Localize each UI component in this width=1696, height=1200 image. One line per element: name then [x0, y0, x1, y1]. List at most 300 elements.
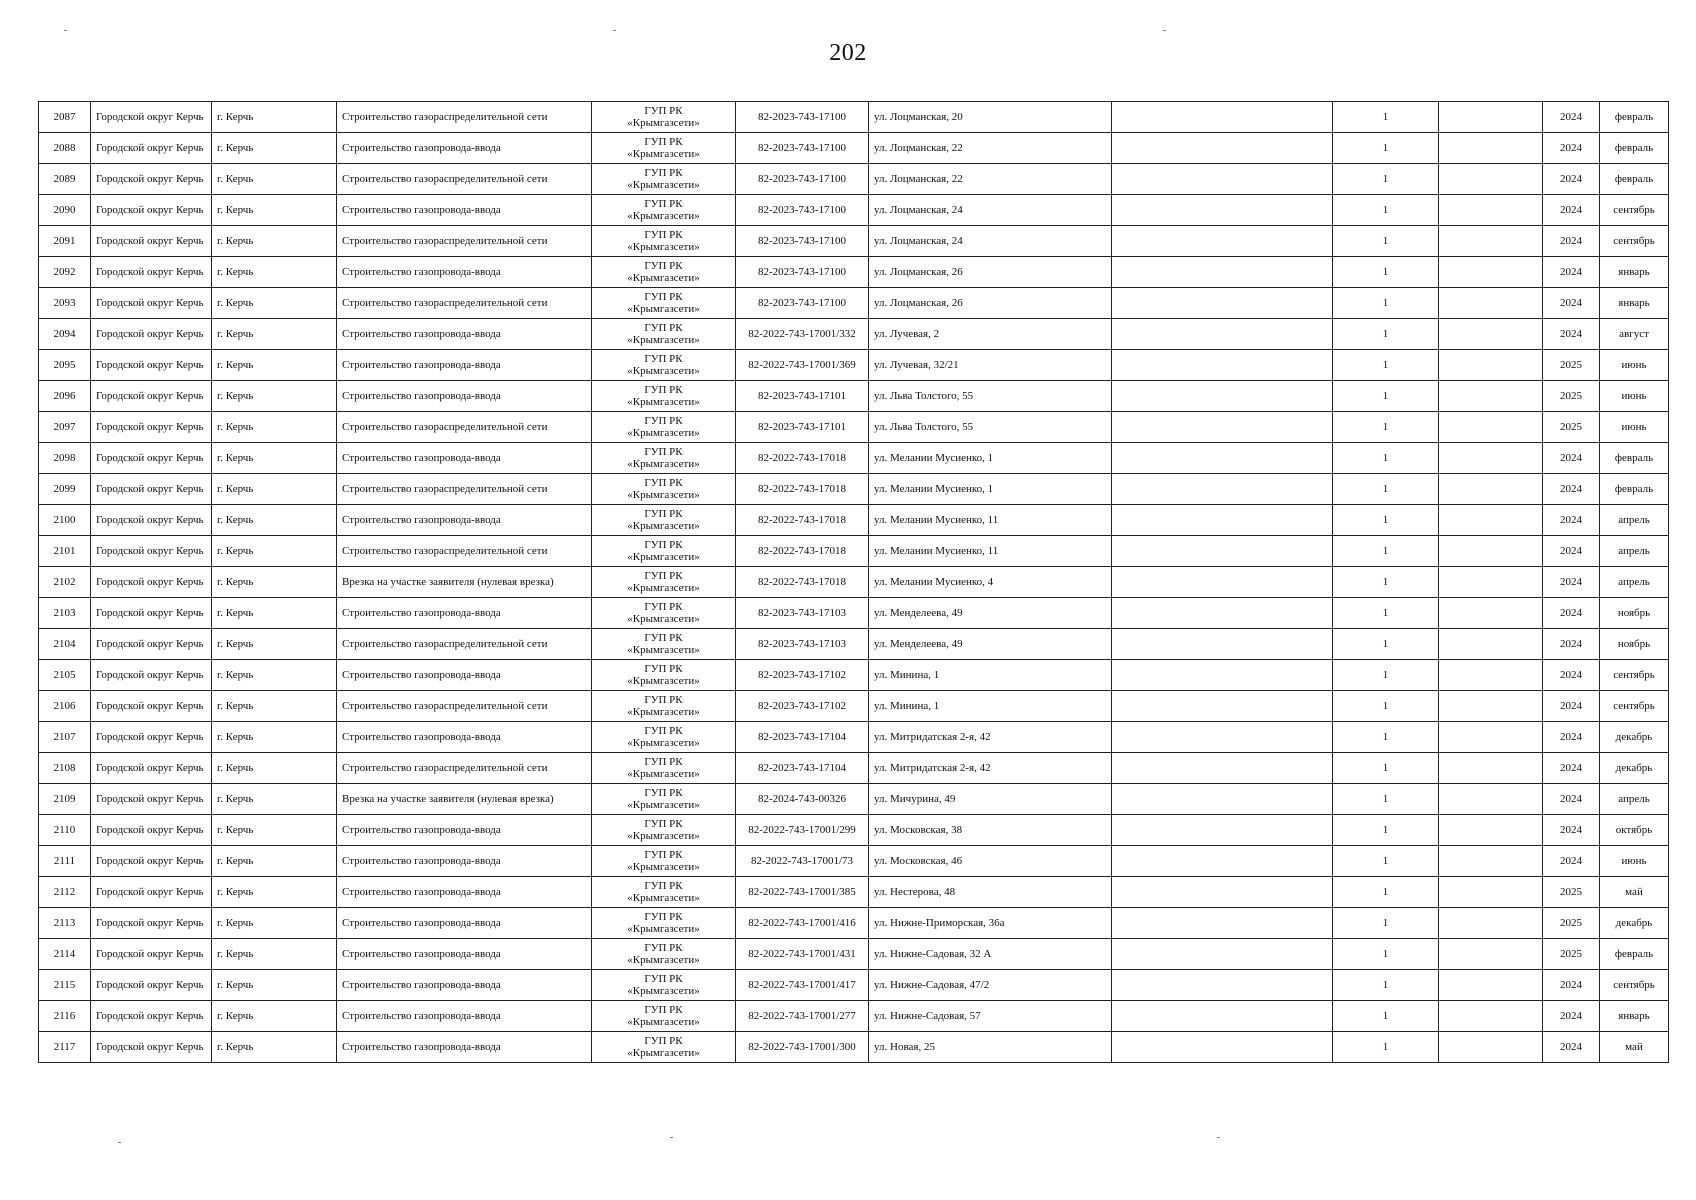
note-cell	[1112, 722, 1333, 753]
tech-conditions-number-cell: 82-2023-743-17102	[736, 660, 869, 691]
address-cell: ул. Менделеева, 49	[869, 598, 1112, 629]
address-cell: ул. Лоцманская, 24	[869, 226, 1112, 257]
work-type-cell: Строительство газопровода-ввода	[337, 1001, 592, 1032]
quantity-cell: 1	[1333, 691, 1439, 722]
municipality-cell: Городской округ Керчь	[91, 133, 212, 164]
address-cell: ул. Лоцманская, 24	[869, 195, 1112, 226]
organization-line: «Крымгазсети»	[627, 179, 700, 191]
organization-line: ГУП РК	[644, 570, 683, 582]
city-cell: г. Керчь	[212, 319, 337, 350]
scan-speck	[613, 30, 616, 31]
month-cell: декабрь	[1600, 908, 1669, 939]
quantity-cell: 1	[1333, 350, 1439, 381]
organization-line: ГУП РК	[644, 942, 683, 954]
table-row	[39, 846, 1669, 877]
organization-line: «Крымгазсети»	[627, 272, 700, 284]
row-number-cell: 2090	[39, 195, 91, 226]
organization-line: ГУП РК	[644, 260, 683, 272]
note-cell	[1112, 319, 1333, 350]
organization-line: ГУП РК	[644, 694, 683, 706]
tech-conditions-number-cell: 82-2023-743-17102	[736, 691, 869, 722]
city-cell: г. Керчь	[212, 753, 337, 784]
month-cell: февраль	[1600, 939, 1669, 970]
table-row	[39, 164, 1669, 195]
organization-cell	[592, 691, 736, 722]
row-number-cell: 2096	[39, 381, 91, 412]
table-row	[39, 474, 1669, 505]
municipality-cell: Городской округ Керчь	[91, 691, 212, 722]
note-cell	[1112, 753, 1333, 784]
quantity-cell: 1	[1333, 629, 1439, 660]
organization-line: ГУП РК	[644, 322, 683, 334]
municipality-cell: Городской округ Керчь	[91, 877, 212, 908]
table-row	[39, 815, 1669, 846]
month-cell: июнь	[1600, 350, 1669, 381]
quantity-cell: 1	[1333, 1001, 1439, 1032]
extra-cell	[1439, 1001, 1543, 1032]
tech-conditions-number-cell: 82-2022-743-17001/73	[736, 846, 869, 877]
work-type-cell: Строительство газопровода-ввода	[337, 381, 592, 412]
tech-conditions-number-cell: 82-2022-743-17018	[736, 536, 869, 567]
table-row	[39, 381, 1669, 412]
month-cell: февраль	[1600, 164, 1669, 195]
organization-line: ГУП РК	[644, 384, 683, 396]
year-cell: 2024	[1543, 691, 1600, 722]
extra-cell	[1439, 753, 1543, 784]
row-number-cell: 2095	[39, 350, 91, 381]
year-cell: 2024	[1543, 629, 1600, 660]
municipality-cell: Городской округ Керчь	[91, 598, 212, 629]
city-cell: г. Керчь	[212, 846, 337, 877]
month-cell: сентябрь	[1600, 226, 1669, 257]
table-row	[39, 288, 1669, 319]
table-row	[39, 939, 1669, 970]
city-cell: г. Керчь	[212, 474, 337, 505]
organization-line: ГУП РК	[644, 632, 683, 644]
quantity-cell: 1	[1333, 722, 1439, 753]
extra-cell	[1439, 536, 1543, 567]
row-number-cell: 2106	[39, 691, 91, 722]
row-number-cell: 2098	[39, 443, 91, 474]
organization-cell	[592, 784, 736, 815]
year-cell: 2025	[1543, 412, 1600, 443]
note-cell	[1112, 1032, 1333, 1063]
city-cell: г. Керчь	[212, 908, 337, 939]
year-cell: 2024	[1543, 846, 1600, 877]
address-cell: ул. Нижне-Приморская, 36а	[869, 908, 1112, 939]
organization-line: ГУП РК	[644, 787, 683, 799]
tech-conditions-number-cell: 82-2023-743-17104	[736, 753, 869, 784]
work-type-cell: Строительство газопровода-ввода	[337, 908, 592, 939]
month-cell: сентябрь	[1600, 660, 1669, 691]
address-cell: ул. Лоцманская, 26	[869, 288, 1112, 319]
work-type-cell: Строительство газопровода-ввода	[337, 505, 592, 536]
organization-line: «Крымгазсети»	[627, 148, 700, 160]
quantity-cell: 1	[1333, 846, 1439, 877]
municipality-cell: Городской округ Керчь	[91, 939, 212, 970]
city-cell: г. Керчь	[212, 660, 337, 691]
municipality-cell: Городской округ Керчь	[91, 846, 212, 877]
month-cell: июнь	[1600, 381, 1669, 412]
note-cell	[1112, 629, 1333, 660]
organization-cell	[592, 505, 736, 536]
municipality-cell: Городской округ Керчь	[91, 412, 212, 443]
municipality-cell: Городской округ Керчь	[91, 753, 212, 784]
organization-line: ГУП РК	[644, 849, 683, 861]
tech-conditions-number-cell: 82-2022-743-17001/277	[736, 1001, 869, 1032]
extra-cell	[1439, 505, 1543, 536]
quantity-cell: 1	[1333, 412, 1439, 443]
table-row	[39, 660, 1669, 691]
quantity-cell: 1	[1333, 257, 1439, 288]
table-row	[39, 133, 1669, 164]
extra-cell	[1439, 722, 1543, 753]
organization-line: ГУП РК	[644, 508, 683, 520]
scan-speck	[64, 30, 67, 31]
year-cell: 2024	[1543, 505, 1600, 536]
tech-conditions-number-cell: 82-2022-743-17018	[736, 505, 869, 536]
table-row	[39, 195, 1669, 226]
organization-line: «Крымгазсети»	[627, 210, 700, 222]
organization-line: «Крымгазсети»	[627, 365, 700, 377]
city-cell: г. Керчь	[212, 536, 337, 567]
organization-line: «Крымгазсети»	[627, 830, 700, 842]
city-cell: г. Керчь	[212, 350, 337, 381]
address-cell: ул. Лучевая, 2	[869, 319, 1112, 350]
tech-conditions-number-cell: 82-2022-743-17001/416	[736, 908, 869, 939]
row-number-cell: 2110	[39, 815, 91, 846]
organization-line: ГУП РК	[644, 1035, 683, 1047]
municipality-cell: Городской округ Керчь	[91, 102, 212, 133]
city-cell: г. Керчь	[212, 381, 337, 412]
city-cell: г. Керчь	[212, 226, 337, 257]
month-cell: май	[1600, 1032, 1669, 1063]
address-cell: ул. Нижне-Садовая, 57	[869, 1001, 1112, 1032]
table-row	[39, 753, 1669, 784]
quantity-cell: 1	[1333, 102, 1439, 133]
organization-cell	[592, 102, 736, 133]
address-cell: ул. Нижне-Садовая, 32 А	[869, 939, 1112, 970]
row-number-cell: 2088	[39, 133, 91, 164]
municipality-cell: Городской округ Керчь	[91, 815, 212, 846]
municipality-cell: Городской округ Керчь	[91, 908, 212, 939]
tech-conditions-number-cell: 82-2022-743-17001/385	[736, 877, 869, 908]
tech-conditions-number-cell: 82-2023-743-17100	[736, 288, 869, 319]
table-row	[39, 226, 1669, 257]
table-row	[39, 970, 1669, 1001]
extra-cell	[1439, 567, 1543, 598]
month-cell: декабрь	[1600, 753, 1669, 784]
quantity-cell: 1	[1333, 195, 1439, 226]
organization-cell	[592, 1001, 736, 1032]
year-cell: 2024	[1543, 598, 1600, 629]
organization-line: ГУП РК	[644, 105, 683, 117]
address-cell: ул. Московская, 38	[869, 815, 1112, 846]
organization-line: «Крымгазсети»	[627, 334, 700, 346]
note-cell	[1112, 412, 1333, 443]
scan-speck	[1217, 1137, 1220, 1138]
municipality-cell: Городской округ Керчь	[91, 1001, 212, 1032]
note-cell	[1112, 474, 1333, 505]
city-cell: г. Керчь	[212, 1032, 337, 1063]
city-cell: г. Керчь	[212, 102, 337, 133]
address-cell: ул. Московская, 46	[869, 846, 1112, 877]
tech-conditions-number-cell: 82-2022-743-17018	[736, 443, 869, 474]
address-cell: ул. Мелании Мусиенко, 11	[869, 505, 1112, 536]
address-cell: ул. Нижне-Садовая, 47/2	[869, 970, 1112, 1001]
tech-conditions-number-cell: 82-2023-743-17100	[736, 133, 869, 164]
extra-cell	[1439, 908, 1543, 939]
row-number-cell: 2117	[39, 1032, 91, 1063]
work-type-cell: Строительство газораспределительной сети	[337, 164, 592, 195]
organization-cell	[592, 350, 736, 381]
note-cell	[1112, 567, 1333, 598]
tech-conditions-number-cell: 82-2022-743-17001/300	[736, 1032, 869, 1063]
work-type-cell: Строительство газопровода-ввода	[337, 877, 592, 908]
row-number-cell: 2092	[39, 257, 91, 288]
organization-line: «Крымгазсети»	[627, 706, 700, 718]
month-cell: январь	[1600, 288, 1669, 319]
municipality-cell: Городской округ Керчь	[91, 505, 212, 536]
month-cell: январь	[1600, 257, 1669, 288]
tech-conditions-number-cell: 82-2022-743-17001/417	[736, 970, 869, 1001]
tech-conditions-number-cell: 82-2023-743-17100	[736, 257, 869, 288]
municipality-cell: Городской округ Керчь	[91, 1032, 212, 1063]
city-cell: г. Керчь	[212, 722, 337, 753]
work-type-cell: Строительство газопровода-ввода	[337, 970, 592, 1001]
organization-cell	[592, 598, 736, 629]
row-number-cell: 2103	[39, 598, 91, 629]
organization-line: ГУП РК	[644, 663, 683, 675]
address-cell: ул. Мелании Мусиенко, 1	[869, 443, 1112, 474]
tech-conditions-number-cell: 82-2022-743-17001/299	[736, 815, 869, 846]
extra-cell	[1439, 133, 1543, 164]
municipality-cell: Городской округ Керчь	[91, 257, 212, 288]
organization-cell	[592, 815, 736, 846]
work-type-cell: Строительство газораспределительной сети	[337, 753, 592, 784]
table-row	[39, 319, 1669, 350]
address-cell: ул. Минина, 1	[869, 660, 1112, 691]
organization-cell	[592, 443, 736, 474]
table-row	[39, 784, 1669, 815]
year-cell: 2024	[1543, 288, 1600, 319]
registry-table	[38, 101, 1669, 1063]
note-cell	[1112, 350, 1333, 381]
quantity-cell: 1	[1333, 784, 1439, 815]
organization-line: «Крымгазсети»	[627, 458, 700, 470]
month-cell: ноябрь	[1600, 629, 1669, 660]
organization-line: ГУП РК	[644, 1004, 683, 1016]
table-row	[39, 505, 1669, 536]
extra-cell	[1439, 660, 1543, 691]
quantity-cell: 1	[1333, 815, 1439, 846]
tech-conditions-number-cell: 82-2023-743-17101	[736, 381, 869, 412]
city-cell: г. Керчь	[212, 288, 337, 319]
work-type-cell: Врезка на участке заявителя (нулевая врезка)	[337, 567, 592, 598]
work-type-cell: Строительство газораспределительной сети	[337, 629, 592, 660]
extra-cell	[1439, 784, 1543, 815]
row-number-cell: 2099	[39, 474, 91, 505]
organization-line: «Крымгазсети»	[627, 551, 700, 563]
address-cell: ул. Лоцманская, 22	[869, 133, 1112, 164]
quantity-cell: 1	[1333, 133, 1439, 164]
scan-speck	[118, 1142, 121, 1143]
address-cell: ул. Льва Толстого, 55	[869, 381, 1112, 412]
month-cell: февраль	[1600, 474, 1669, 505]
municipality-cell: Городской округ Керчь	[91, 660, 212, 691]
tech-conditions-number-cell: 82-2023-743-17101	[736, 412, 869, 443]
municipality-cell: Городской округ Керчь	[91, 536, 212, 567]
city-cell: г. Керчь	[212, 257, 337, 288]
note-cell	[1112, 195, 1333, 226]
organization-line: «Крымгазсети»	[627, 644, 700, 656]
extra-cell	[1439, 412, 1543, 443]
municipality-cell: Городской округ Керчь	[91, 350, 212, 381]
year-cell: 2024	[1543, 226, 1600, 257]
address-cell: ул. Нестерова, 48	[869, 877, 1112, 908]
organization-cell	[592, 319, 736, 350]
note-cell	[1112, 164, 1333, 195]
organization-line: ГУП РК	[644, 756, 683, 768]
extra-cell	[1439, 195, 1543, 226]
organization-cell	[592, 939, 736, 970]
organization-line: «Крымгазсети»	[627, 117, 700, 129]
extra-cell	[1439, 319, 1543, 350]
address-cell: ул. Митридатская 2-я, 42	[869, 753, 1112, 784]
month-cell: апрель	[1600, 505, 1669, 536]
month-cell: февраль	[1600, 443, 1669, 474]
tech-conditions-number-cell: 82-2023-743-17100	[736, 102, 869, 133]
organization-line: ГУП РК	[644, 291, 683, 303]
organization-line: ГУП РК	[644, 415, 683, 427]
organization-line: ГУП РК	[644, 229, 683, 241]
table-row	[39, 536, 1669, 567]
year-cell: 2025	[1543, 350, 1600, 381]
tech-conditions-number-cell: 82-2023-743-17103	[736, 629, 869, 660]
work-type-cell: Строительство газопровода-ввода	[337, 195, 592, 226]
quantity-cell: 1	[1333, 908, 1439, 939]
quantity-cell: 1	[1333, 939, 1439, 970]
organization-line: «Крымгазсети»	[627, 768, 700, 780]
scan-speck	[670, 1137, 673, 1138]
work-type-cell: Строительство газопровода-ввода	[337, 598, 592, 629]
quantity-cell: 1	[1333, 536, 1439, 567]
note-cell	[1112, 908, 1333, 939]
month-cell: ноябрь	[1600, 598, 1669, 629]
municipality-cell: Городской округ Керчь	[91, 970, 212, 1001]
quantity-cell: 1	[1333, 753, 1439, 784]
organization-line: «Крымгазсети»	[627, 520, 700, 532]
note-cell	[1112, 815, 1333, 846]
table-row	[39, 598, 1669, 629]
address-cell: ул. Новая, 25	[869, 1032, 1112, 1063]
address-cell: ул. Льва Толстого, 55	[869, 412, 1112, 443]
month-cell: сентябрь	[1600, 970, 1669, 1001]
city-cell: г. Керчь	[212, 443, 337, 474]
organization-cell	[592, 536, 736, 567]
municipality-cell: Городской округ Керчь	[91, 288, 212, 319]
address-cell: ул. Лучевая, 32/21	[869, 350, 1112, 381]
organization-cell	[592, 474, 736, 505]
extra-cell	[1439, 257, 1543, 288]
note-cell	[1112, 877, 1333, 908]
organization-line: «Крымгазсети»	[627, 923, 700, 935]
note-cell	[1112, 784, 1333, 815]
work-type-cell: Врезка на участке заявителя (нулевая врезка)	[337, 784, 592, 815]
tech-conditions-number-cell: 82-2022-743-17001/369	[736, 350, 869, 381]
work-type-cell: Строительство газопровода-ввода	[337, 443, 592, 474]
quantity-cell: 1	[1333, 970, 1439, 1001]
organization-line: ГУП РК	[644, 911, 683, 923]
work-type-cell: Строительство газораспределительной сети	[337, 226, 592, 257]
quantity-cell: 1	[1333, 381, 1439, 412]
note-cell	[1112, 536, 1333, 567]
note-cell	[1112, 381, 1333, 412]
municipality-cell: Городской округ Керчь	[91, 195, 212, 226]
month-cell: июнь	[1600, 846, 1669, 877]
tech-conditions-number-cell: 82-2022-743-17018	[736, 474, 869, 505]
organization-cell	[592, 412, 736, 443]
month-cell: сентябрь	[1600, 691, 1669, 722]
table-row	[39, 443, 1669, 474]
organization-line: «Крымгазсети»	[627, 489, 700, 501]
month-cell: июнь	[1600, 412, 1669, 443]
quantity-cell: 1	[1333, 226, 1439, 257]
year-cell: 2024	[1543, 319, 1600, 350]
municipality-cell: Городской округ Керчь	[91, 226, 212, 257]
table-row	[39, 567, 1669, 598]
month-cell: октябрь	[1600, 815, 1669, 846]
note-cell	[1112, 288, 1333, 319]
quantity-cell: 1	[1333, 443, 1439, 474]
organization-cell	[592, 257, 736, 288]
quantity-cell: 1	[1333, 567, 1439, 598]
tech-conditions-number-cell: 82-2022-743-17001/431	[736, 939, 869, 970]
organization-line: «Крымгазсети»	[627, 1016, 700, 1028]
organization-cell	[592, 846, 736, 877]
work-type-cell: Строительство газопровода-ввода	[337, 815, 592, 846]
quantity-cell: 1	[1333, 164, 1439, 195]
organization-cell	[592, 133, 736, 164]
row-number-cell: 2116	[39, 1001, 91, 1032]
month-cell: апрель	[1600, 784, 1669, 815]
work-type-cell: Строительство газораспределительной сети	[337, 412, 592, 443]
table-row	[39, 877, 1669, 908]
note-cell	[1112, 133, 1333, 164]
address-cell: ул. Минина, 1	[869, 691, 1112, 722]
work-type-cell: Строительство газораспределительной сети	[337, 536, 592, 567]
row-number-cell: 2101	[39, 536, 91, 567]
tech-conditions-number-cell: 82-2023-743-17100	[736, 226, 869, 257]
organization-cell	[592, 195, 736, 226]
organization-line: «Крымгазсети»	[627, 582, 700, 594]
city-cell: г. Керчь	[212, 939, 337, 970]
month-cell: февраль	[1600, 102, 1669, 133]
work-type-cell: Строительство газораспределительной сети	[337, 691, 592, 722]
work-type-cell: Строительство газопровода-ввода	[337, 722, 592, 753]
year-cell: 2024	[1543, 1001, 1600, 1032]
city-cell: г. Керчь	[212, 629, 337, 660]
tech-conditions-number-cell: 82-2023-743-17100	[736, 195, 869, 226]
table-row	[39, 257, 1669, 288]
note-cell	[1112, 598, 1333, 629]
month-cell: февраль	[1600, 133, 1669, 164]
extra-cell	[1439, 350, 1543, 381]
organization-line: ГУП РК	[644, 818, 683, 830]
address-cell: ул. Мелании Мусиенко, 1	[869, 474, 1112, 505]
extra-cell	[1439, 598, 1543, 629]
note-cell	[1112, 505, 1333, 536]
